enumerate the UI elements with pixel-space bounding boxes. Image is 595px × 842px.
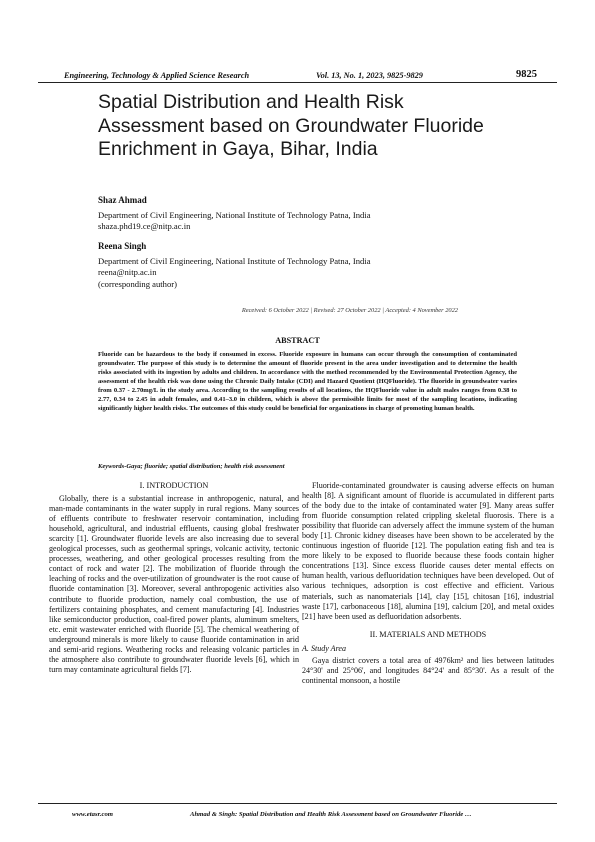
section-heading-methods: II. MATERIALS AND METHODS (369, 629, 487, 639)
right-column (302, 481, 554, 686)
author-email: shaza.phd19.ce@nitp.ac.in (98, 221, 191, 232)
footer-citation: Ahmad & Singh: Spatial Distribution and Health Risk Assessment based on Groundwater Fluoride … (190, 811, 472, 818)
author-affiliation: Department of Civil Engineering, National Institute of Technology Patna, India (98, 209, 371, 220)
abstract-text: Fluoride can be hazardous to the body if consumed in excess. Fluoride exposure in humans can occur through the consumption of contaminated groundwater. The purpose of this study is to determine the amount of fluoride present in the area under investigation and to determine the health risks associated with its ingestion by adults and children. In accordance with the method recommended by the Environmental Protection Agency, the assessment of the health risk was done using the Chronic Daily Intake (CDI) and Hazard Quotient (HQFluoride). The fluoride in groundwater varies from 0.37 - 2.70mg/L in the study area. According to the sampling results of all locations, the HQFluoride value in adult males ranges from 0.38 to 2.77, 0.34 to 2.45 in adult females, and 0.41–3.0 in children, which is above the permissible limits for most of the sampling locations, indicating significantly higher health risks. The outcomes of this study could be beneficial for organizations in charge of promoting human health. (98, 351, 517, 412)
title-line: Assessment based on Groundwater Fluoride (98, 114, 484, 137)
title-line: Enrichment in Gaya, Bihar, India (98, 138, 378, 160)
paragraph: Fluoride-contaminated groundwater is causing adverse effects on human health [8]. A significant amount of fluoride is accumulated in different parts of the body due to the intake of contaminated water [9]. Many areas suffer from fluoride consumption related crippling skeletal fluorosis. There is a possibility that fluoride can adversely affect the immune system of the human body [1]. Chronic kidney diseases have been shown to be accelerated by the continuous ingestion of fluoride [12]. The population eating fish and tea is more likely to be exposed to fluoride because these foods contain higher concentrations [13]. Since excess fluoride causes deter mental effects on human health, various defluoridation techniques have been developed. Out of various techniques, adsorption is cost effective and efficient. Various materials, such as nanomaterials [14], clay [15], chitosan [16], industrial waste [17], carbonaceous [18], alumina [19], calcium [20], and metal oxides [21] have been used as defluoridation adsorbents. (302, 481, 554, 621)
author-affiliation: Department of Civil Engineering, National Institute of Technology Patna, India (98, 255, 371, 266)
title-line: Spatial Distribution and Health Risk (98, 91, 404, 113)
author-name: Shaz Ahmad (98, 195, 147, 205)
footer-rule (38, 803, 557, 804)
received-dates: Received: 6 October 2022 | Revised: 27 October 2022 | Accepted: 4 November 2022 (241, 307, 458, 314)
journal-website: www.etasr.com (72, 811, 113, 818)
subsection-heading-study-area: A. Study Area (302, 643, 347, 653)
abstract-heading: ABSTRACT (275, 336, 320, 345)
paper-title (98, 91, 548, 162)
paragraph: Gaya district covers a total area of 4976km² and lies between latitudes 24°30' and 25°06', and longitudes 84°24' and 85°30'. As a result of the continental monsoon, a hostile (302, 655, 554, 685)
author-email: reena@nitp.ac.in (98, 267, 157, 278)
volume-info: Vol. 13, No. 1, 2023, 9825-9829 (316, 71, 423, 80)
keywords: Keywords-Gaya; fluoride; spatial distribution; health risk assessment (98, 463, 285, 470)
left-column (49, 481, 299, 675)
journal-name: Engineering, Technology & Applied Science Research (64, 71, 250, 80)
running-header (38, 68, 557, 82)
author-block (98, 195, 371, 233)
author-note: (corresponding author) (98, 278, 177, 289)
page-number: 9825 (516, 69, 537, 80)
author-block (98, 241, 371, 290)
paragraph: Globally, there is a substantial increase in anthropogenic, natural, and man-made contaminants in the water supply in rural regions. Many sources of effluents contribute to freshwater reservoir contamination, including household, agricultural, and industrial effluents, causing global freshwater scarcity [1]. Groundwater fluoride levels are also increasing due to several geological processes, such as geothermal springs, volcanic activity, tectonic processes, weathering, and other geological processes resulting from the contact of rock and water [2]. The mobilization of fluoride through the leaching of rocks and the over-utilization of groundwater is the root cause of fluoride contamination [3]. Moreover, several anthropogenic activities also contribute to fluoride production, namely coal combustion, the use of fertilizers containing phosphates, and cement manufacturing [4]. Industries like semiconductor production, coal-fired power plants, aluminum smelters, etc. emit wastewater enriched with fluoride [5]. The chemical weathering of underground minerals is more likely to cause fluoride contamination in arid and semi-arid regions. Weathering rocks and releasing volcanic particles in the atmosphere also contribute to groundwater fluoride levels [6], which in turn may contaminate agricultural fields [7]. (49, 494, 299, 674)
section-heading-introduction: I. INTRODUCTION (139, 481, 209, 490)
header-rule (38, 82, 557, 83)
author-name: Reena Singh (98, 241, 147, 251)
